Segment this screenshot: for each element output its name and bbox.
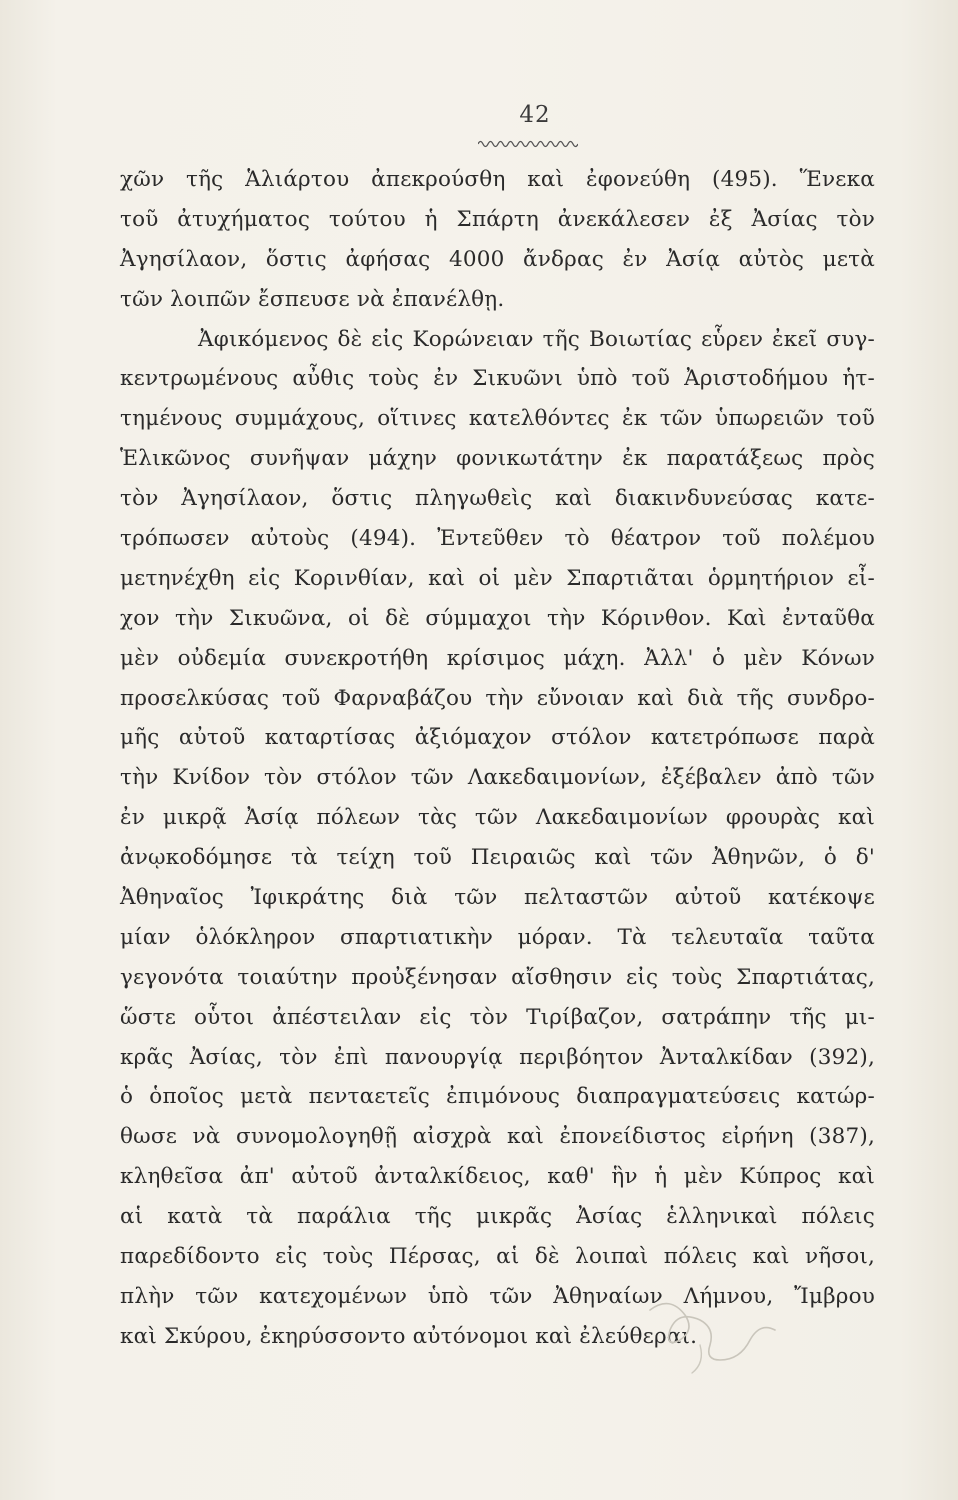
text-line: ὥστε οὗτοι ἀπέστειλαν εἰς τὸν Τιρίβαζον, σατράπην τῆς μι- <box>120 1004 875 1030</box>
body-text <box>120 160 875 1357</box>
text-line: αἱ κατὰ τὰ παράλια τῆς μικρᾶς Ἀσίας ἑλληνικαὶ πόλεις <box>120 1204 875 1230</box>
text-line: μῆς αὐτοῦ καταρτίσας ἀξιόμαχον στόλον κατετρόπωσε παρὰ <box>120 725 875 751</box>
text-line: καὶ Σκύρου, ἐκηρύσσοντο αὐτόνομοι καὶ ἐλεύθεραι. <box>120 1323 698 1349</box>
text-line: Ἀγησίλαον, ὅστις ἀφήσας 4000 ἄνδρας ἐν Ἀσίᾳ αὐτὸς μετὰ <box>120 246 875 272</box>
text-line: χον τὴν Σικυῶνα, οἱ δὲ σύμμαχοι τὴν Κόρινθον. Καὶ ἐνταῦθα <box>120 605 875 631</box>
text-line: κληθεῖσα ἀπ' αὐτοῦ ἀνταλκίδειος, καθ' ἣν ἡ μὲν Κύπρος καὶ <box>120 1164 875 1190</box>
text-line: τρόπωσεν αὐτοὺς (494). Ἐντεῦθεν τὸ θέατρον τοῦ πολέμου <box>120 526 875 552</box>
text-line: παρεδίδοντο εἰς τοὺς Πέρσας, αἱ δὲ λοιπαὶ πόλεις καὶ νῆσοι, <box>120 1244 875 1270</box>
text-line: τῶν λοιπῶν ἔσπευσε νὰ ἐπανέλθῃ. <box>120 286 505 312</box>
page-number: 42 <box>519 102 551 128</box>
text-line: Ἑλικῶνος συνῆψαν μάχην φονικωτάτην ἐκ παρατάξεως πρὸς <box>120 446 875 472</box>
text-line: τοῦ ἀτυχήματος τούτου ἡ Σπάρτη ἀνεκάλεσεν ἐξ Ἀσίας τὸν <box>120 206 875 232</box>
text-line: τὴν Κνίδον τὸν στόλον τῶν Λακεδαιμονίων, ἐξέβαλεν ἀπὸ τῶν <box>120 765 875 791</box>
text-line: μίαν ὁλόκληρον σπαρτιατικὴν μόραν. Τὰ τελευταῖα ταῦτα <box>120 924 875 950</box>
text-line: Ἀφικόμενος δὲ εἰς Κορώνειαν τῆς Βοιωτίας εὗρεν ἐκεῖ συγ- <box>198 326 875 352</box>
text-line: ἐν μικρᾷ Ἀσίᾳ πόλεων τὰς τῶν Λακεδαιμονίων φρουρὰς καὶ <box>120 805 875 831</box>
ornament-divider <box>478 138 578 150</box>
text-line: τὸν Ἀγησίλαον, ὅστις πληγωθεὶς καὶ διακινδυνεύσας κατε- <box>120 486 875 512</box>
text-line: θωσε νὰ συνομολογηθῇ αἰσχρὰ καὶ ἐπονείδιστος εἰρήνη (387), <box>120 1124 875 1150</box>
text-line: ἀνῳκοδόμησε τὰ τείχη τοῦ Πειραιῶς καὶ τῶν Ἀθηνῶν, ὁ δ' <box>120 845 875 871</box>
text-line: χῶν τῆς Ἁλιάρτου ἀπεκρούσθη καὶ ἐφονεύθη (495). Ἕνεκα <box>120 167 875 192</box>
text-line: ὁ ὁποῖος μετὰ πενταετεῖς ἐπιμόνους διαπραγματεύσεις κατώρ- <box>120 1084 875 1110</box>
text-line: γεγονότα τοιαύτην προὐξένησαν αἴσθησιν εἰς τοὺς Σπαρτιάτας, <box>120 964 875 990</box>
text-line: μετηνέχθη εἰς Κορινθίαν, καὶ οἱ μὲν Σπαρτιᾶται ὁρμητήριον εἶ- <box>120 565 875 591</box>
text-line: πλὴν τῶν κατεχομένων ὑπὸ τῶν Ἀθηναίων Λήμνου, Ἴμβρου <box>120 1283 875 1309</box>
pencil-scribble-icon <box>640 1290 790 1380</box>
text-line: Ἀθηναῖος Ἰφικράτης διὰ τῶν πελταστῶν αὐτοῦ κατέκοψε <box>120 885 875 911</box>
text-line: τημένους συμμάχους, οἵτινες κατελθόντες ἐκ τῶν ὑπωρειῶν τοῦ <box>120 406 875 432</box>
text-line: μὲν οὐδεμία συνεκροτήθη κρίσιμος μάχη. Ἀλλ' ὁ μὲν Κόνων <box>120 645 875 671</box>
text-line: κεντρωμένους αὖθις τοὺς ἐν Σικυῶνι ὑπὸ τοῦ Ἀριστοδήμου ἡτ- <box>120 366 875 392</box>
text-line: κρᾶς Ἀσίας, τὸν ἐπὶ πανουργίᾳ περιβόητον Ἀνταλκίδαν (392), <box>120 1044 875 1070</box>
text-line: προσελκύσας τοῦ Φαρναβάζου τὴν εὔνοιαν καὶ διὰ τῆς συνδρο- <box>120 685 875 711</box>
